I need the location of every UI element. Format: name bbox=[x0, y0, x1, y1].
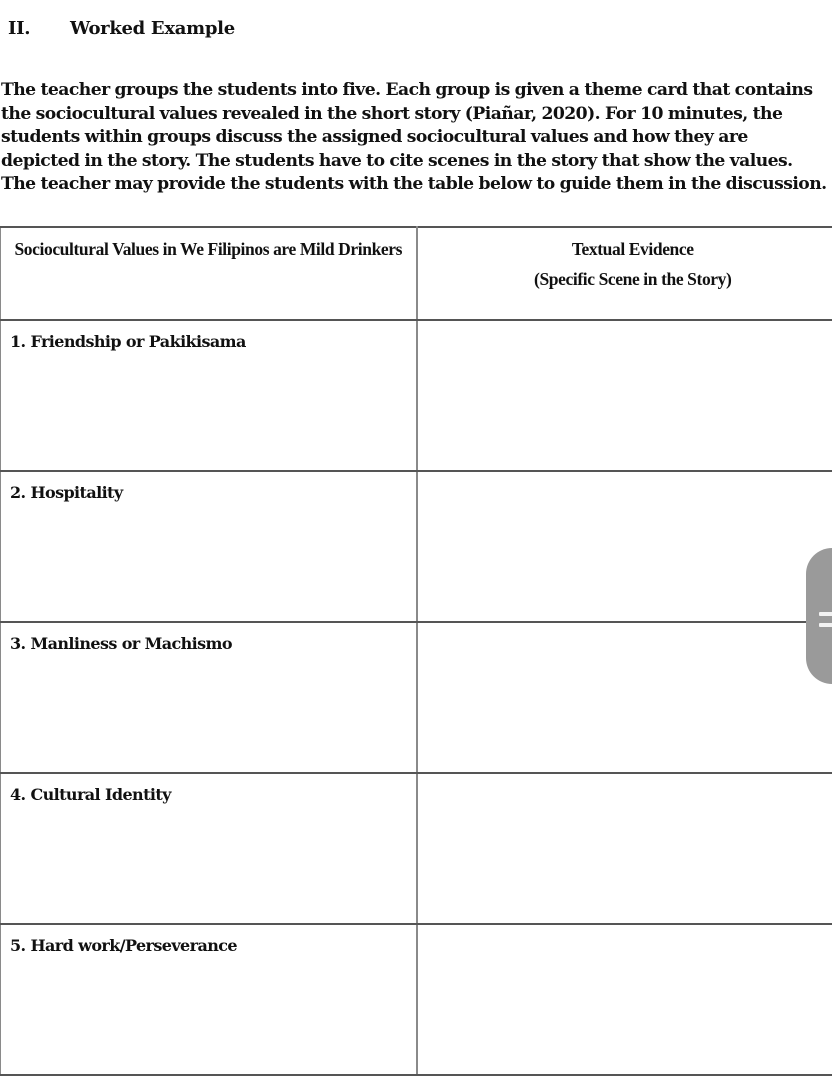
value-label: 5. Hard work/Perseverance bbox=[10, 936, 237, 955]
section-number: II. bbox=[8, 18, 31, 39]
values-table bbox=[0, 226, 832, 1076]
drag-handle[interactable] bbox=[806, 548, 832, 684]
value-cell bbox=[1, 320, 417, 471]
value-label: 1. Friendship or Pakikisama bbox=[10, 332, 246, 351]
evidence-cell[interactable] bbox=[417, 773, 832, 924]
table-row bbox=[1, 622, 832, 773]
table-row bbox=[1, 924, 832, 1075]
drag-handle-icon bbox=[819, 623, 832, 627]
evidence-cell[interactable] bbox=[417, 320, 832, 471]
evidence-cell[interactable] bbox=[417, 471, 832, 622]
table-row bbox=[1, 320, 832, 471]
section-heading bbox=[8, 18, 235, 39]
header-right-title: Textual Evidence bbox=[571, 239, 694, 259]
table-header-row bbox=[1, 227, 832, 320]
value-cell bbox=[1, 924, 417, 1075]
drag-handle-icon bbox=[819, 612, 832, 616]
header-sociocultural-values bbox=[1, 227, 417, 320]
section-title: Worked Example bbox=[70, 18, 235, 39]
evidence-cell[interactable] bbox=[417, 924, 832, 1075]
table-row bbox=[1, 471, 832, 622]
table-row bbox=[1, 773, 832, 924]
value-label: 2. Hospitality bbox=[10, 483, 123, 502]
value-cell bbox=[1, 471, 417, 622]
intro-paragraph: The teacher groups the students into five. Each group is given a theme card that contains the sociocultural values revealed in the short story (Piañar, 2020). For 10 minutes, the students within groups discuss the assigned sociocultural values and how they are depicted in the story. The students have to cite scenes in the story that show the values. The teacher may provide the students with the table below to guide them in the discussion. bbox=[1, 80, 827, 195]
evidence-cell[interactable] bbox=[417, 622, 832, 773]
header-textual-evidence bbox=[417, 227, 832, 320]
header-left-text: Sociocultural Values in We Filipinos are Mild Drinkers bbox=[14, 239, 403, 259]
header-right-subtitle: (Specific Scene in the Story) bbox=[534, 269, 732, 289]
value-label: 3. Manliness or Machismo bbox=[10, 634, 232, 653]
value-label: 4. Cultural Identity bbox=[10, 785, 171, 804]
value-cell bbox=[1, 773, 417, 924]
value-cell bbox=[1, 622, 417, 773]
